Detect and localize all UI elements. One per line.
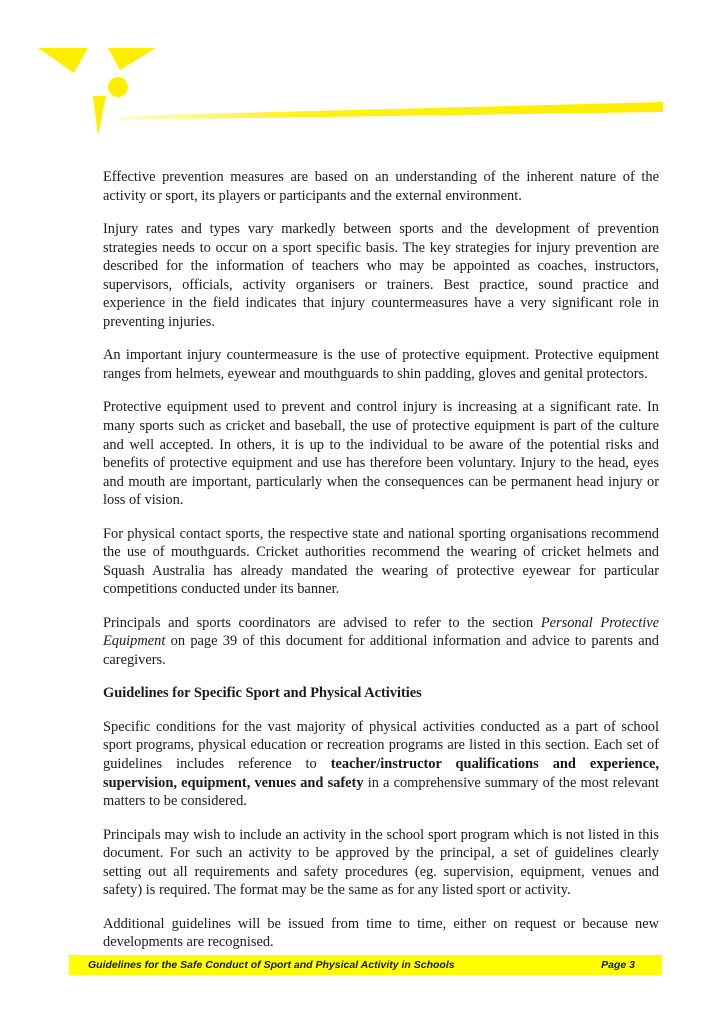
paragraph-7: Specific conditions for the vast majority of physical activities conducted as a part of school sport programs, physical education or recreation programs are listed in this section. Each set of guidelines includes reference to teacher/instructor qualifications and experience, supervision, equipment, venues and safety in a comprehensive summary of the most relevant matters to be considered.	[103, 718, 660, 810]
paragraph-6: Principals and sports coordinators are advised to refer to the section Personal Protective Equipment on page 39 of this document for additional information and advice to parents and caregivers.	[103, 614, 660, 669]
paragraph-1: Effective prevention measures are based on an understanding of the inherent nature of the activity or sport, its players or participants and the external environment.	[103, 169, 659, 204]
footer-bar	[69, 955, 662, 975]
section-reference: Personal Protective Equipment	[103, 614, 660, 650]
logo-icon	[38, 40, 168, 140]
paragraph-9: Additional guidelines will be issued from time to time, either on request or because new developments are recognised.	[103, 915, 659, 951]
paragraph-5: For physical contact sports, the respective state and national sporting organisations recommend the use of mouthguards. Cricket authorities recommend the wearing of cricket helmets and Squash Australia has already mandated the wearing of protective eyewear for particular competitions conducted under its banner.	[103, 525, 659, 598]
paragraph-4: Protective equipment used to prevent and control injury is increasing at a significant rate. In many sports such as cricket and baseball, the use of protective equipment is part of the culture and well accepted. In others, it is up to the individual to be aware of the potential risks and benefits of protective equipment and use has therefore been voluntary. Injury to the head, eyes and mouth are important, particularly when the consequences can be permanent head injury or loss of vision.	[103, 399, 659, 509]
page-number: Page 3	[601, 959, 635, 971]
paragraph-8: Principals may wish to include an activity in the school sport program which is not listed in this document. For such an activity to be approved by the principal, a set of guidelines clearly setting out all requirements and safety procedures (eg. supervision, equipment, venues and safety) is required. The format may be the same as for any listed sport or activity.	[103, 826, 659, 899]
paragraph-3: An important injury countermeasure is the use of protective equipment. Protective equipment ranges from helmets, eyewear and mouthguards to shin padding, gloves and genital protectors.	[103, 347, 659, 382]
decorative-swoosh	[118, 98, 663, 122]
paragraph-2: Injury rates and types vary markedly between sports and the development of prevention strategies needs to occur on a sport specific basis. The key strategies for injury prevention are described for the information of teachers who may be appointed as coaches, instructors, supervisors, officials, activity organisers or trainers. Best practice, sound practice and experience in the field indicates that injury countermeasures have a very significant role in preventing injuries.	[103, 220, 659, 330]
footer-title: Guidelines for the Safe Conduct of Sport and Physical Activity in Schools	[88, 959, 455, 971]
body-text	[103, 168, 659, 967]
section-heading: Guidelines for Specific Sport and Physical Activities	[103, 685, 422, 702]
guideline-topics: teacher/instructor qualifications and experience, supervision, equipment, venues and safety	[103, 756, 660, 791]
